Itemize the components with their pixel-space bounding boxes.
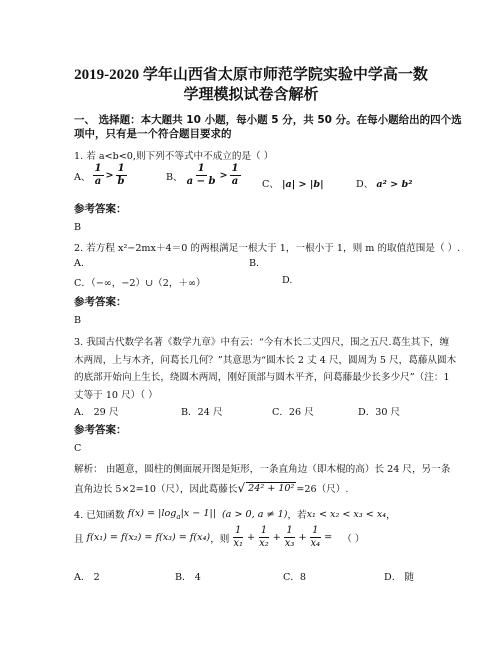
question-text: ， (386, 510, 396, 521)
page-title-line1: 2019-2020 学年山西省太原市师范学院实验中学高一数 (74, 67, 428, 83)
question-4-option-b: B． 4 (175, 572, 201, 583)
question-3-line2: 木两周，上与木齐，问葛长几何？”其意思为“圆木长 2 丈 4 尺，圆周为 5 尺，葛藤从圆木 (74, 355, 457, 366)
option-label: D、 (356, 179, 374, 190)
question-1-option-b (166, 164, 243, 187)
question-4-option-a: A． 2 (74, 572, 100, 583)
question-4-line2 (74, 526, 364, 549)
question-1-stem: 1. 若 a<b<0,则下列不等式中不成立的是（ ） (74, 151, 274, 162)
question-3-line4: 丈等于 10 尺）（ ） (74, 390, 158, 401)
operator: = (324, 532, 333, 543)
question-text: ，若 (287, 510, 307, 521)
question-3-option-b: B．24 尺 (181, 407, 223, 418)
fraction: $\frac{1}{a}$ (94, 163, 102, 187)
operator: + (298, 532, 307, 543)
answer-value: B (74, 222, 82, 233)
fraction: $\frac{1}{\text{x₁}}$ (233, 525, 244, 549)
answer-heading: 参考答案： (74, 424, 127, 436)
question-2-option-a: A. (74, 258, 84, 269)
operator: + (272, 532, 281, 543)
explanation-text: 直角边长 5×2=10（尺），因此葛藤长 (74, 484, 238, 495)
question-1-option-d (356, 176, 412, 190)
fraction: $\frac{1}{a - b}$ (186, 163, 216, 187)
question-3-line1: 3. 我国古代数学名著《数学九章》中有云：“今有木长二丈四尺，围之五尺.葛生其下，缠 (74, 337, 450, 348)
answer-value: B (74, 315, 82, 326)
question-text: 4. 已知函数 (74, 510, 125, 521)
question-2-option-c: C．（−∞，−2）∪（2，＋∞） (74, 278, 206, 289)
operator: + (247, 532, 256, 543)
operator: > (105, 170, 114, 181)
question-2-option-b: B. (249, 258, 260, 269)
question-3-line3: 的底部开始向上生长，绕圆木两周，刚好顶部与圆木平齐，问葛藤最少长多少尺”（注：1 (74, 372, 450, 383)
question-2-option-d: D. (282, 275, 293, 286)
question-4-option-c: C．8 (283, 572, 307, 583)
fraction: $\frac{1}{\text{x₂}}$ (259, 525, 269, 549)
explanation-line1: 解析： 由题意，圆柱的侧面展开图是矩形，一条直角边（即木棍的高）长 24 尺，另一条 (74, 464, 451, 475)
question-text: ，则 (210, 533, 230, 545)
answer-heading: 参考答案： (74, 296, 127, 308)
question-1-option-c (262, 176, 324, 190)
equality-expression: f(x₁) = f(x₂) = f(x₃) = f(x₄) (86, 532, 211, 543)
question-2-stem: 2. 若方程 x²−2mx＋4＝0 的两根满足一根大于 1，一根小于 1，则 m 的取值范围是（ ）. (74, 243, 461, 254)
fraction: $\frac{1}{\text{x₄}}$ (310, 525, 321, 549)
question-1-option-a (74, 164, 129, 187)
explanation-line2 (74, 481, 348, 495)
question-3-option-d: D．30 尺 (358, 407, 401, 418)
explanation-text: =26（尺）. (296, 484, 349, 495)
answer-value: C (74, 443, 82, 454)
sqrt-icon: √ (237, 481, 246, 495)
answer-blank: （ ） (342, 533, 365, 545)
option-label: B、 (166, 171, 183, 183)
question-text: 且 (74, 533, 84, 545)
option-label: C、 (262, 179, 279, 190)
question-4-line1 (74, 507, 396, 521)
operator: > (219, 170, 228, 181)
fraction: $\frac{1}{b}$ (117, 163, 125, 187)
function-expression: $f(x) = |\log_a|x - 1||$ (127, 507, 216, 521)
option-expression: |a| > |b| (282, 179, 324, 190)
condition: (a > 0, a ≠ 1) (221, 508, 288, 520)
answer-heading: 参考答案： (74, 203, 127, 215)
option-label: A、 (74, 171, 91, 183)
section-heading-line2: 项中，只有是一个符合题目要求的 (74, 128, 232, 140)
section-heading-line1: 一、 选择题：本大题共 10 小题，每小题 5 分，共 50 分。在每小题给出的四个选 (74, 114, 462, 126)
order-expression: x₁ < x₂ < x₃ < x₄ (306, 508, 387, 520)
question-3-option-a: A． 29 尺 (74, 407, 119, 418)
sqrt-expression: 24² + 10² (248, 483, 295, 494)
question-3-option-c: C．26 尺 (272, 407, 314, 418)
question-4-option-d: D． 随 (384, 572, 414, 583)
fraction: $\frac{1}{\text{x₃}}$ (284, 525, 295, 549)
option-expression: a² > b² (376, 179, 413, 190)
fraction: $\frac{1}{a}$ (231, 163, 239, 187)
page-title-line2: 学理模拟试卷含解析 (183, 87, 319, 103)
